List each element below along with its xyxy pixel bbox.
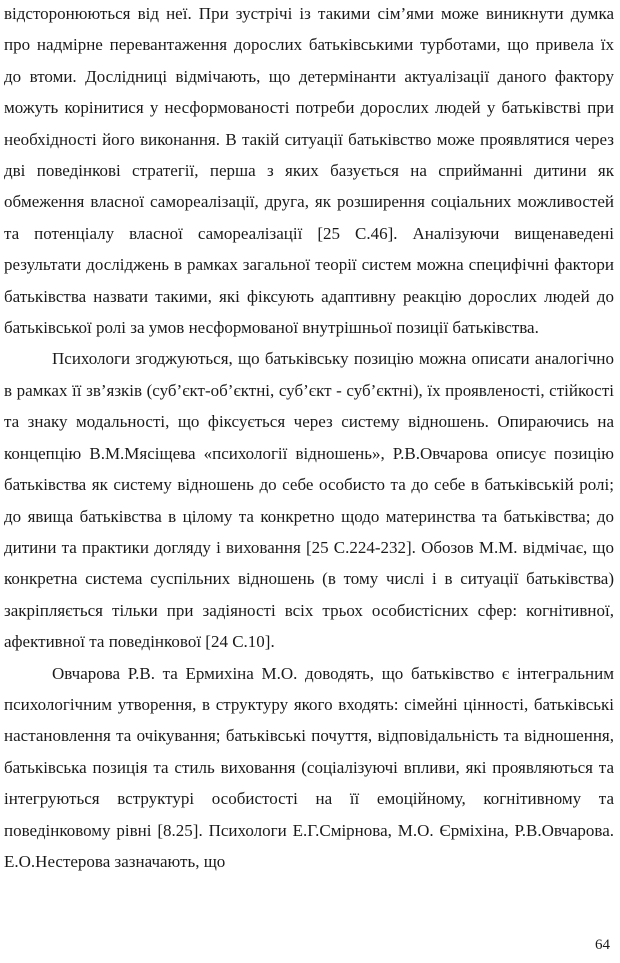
body-text — [4, 0, 614, 877]
page-number: 64 — [595, 937, 610, 953]
paragraph-continuation: відсторонюються від неї. При зустрічі із такими сім’ями може виникнути думка про надмірне перевантаження дорослих батьківськими турботами, що привела їх до втоми. Дослідниці відмічають, що детермінанти актуалізації даного фактору можуть корінитися у несформованості потреби дорослих людей у батьківстві при необхідності його виконання. В такій ситуації батьківство може проявлятися через дві поведінкові стратегії, перша з яких базується на сприйманні дитини як обмеження власної самореалізації, друга, як розширення соціальних можливостей та потенціалу власної самореалізації [25 С.46]. Аналізуючи вищенаведені результати досліджень в рамках загальної теорії систем можна специфічні фактори батьківства назвати такими, які фіксують адаптивну реакцію дорослих людей до батьківської ролі за умов несформованої внутрішньої позиції батьківства. — [4, 4, 614, 338]
paragraph-parental-position: Психологи згоджуються, що батьківську позицію можна описати аналогічно в рамках її зв’язків (суб’єкт-об’єктні, суб’єкт - суб’єктні), їх проявленості, стійкості та знаку модальності, що фіксується через систему відношень. Опираючись на концепцію В.М.Мясіщева «психології відношень», Р.В.Овчарова описує позицію батьківства як систему відношень до себе особисто та до себе в батьківській ролі; до явища батьківства в цілому та конкретно щодо материнства та батьківства; до дитини та практики догляду і виховання [25 С.224-232]. Обозов М.М. відмічає, що конкретна система суспільних відношень (в тому числі і в ситуації батьківства) закріпляється тільки при задіяності всіх трьох особистісних сфер: когнітивної, афективної та поведінкової [24 С.10]. — [4, 349, 614, 652]
paragraph-parenthood-structure: Овчарова Р.В. та Ермихіна М.О. доводять, що батьківство є інтегральним психологічним утворення, в структуру якого входять: сімейні цінності, батьківські настановлення та очікування; батьківські почуття, відповідальність та відношення, батьківська позиція та стиль виховання (соціалізуючі впливи, які проявляються та інтегруються вструктурі особистості на її емоційному, когнітивному та поведінковому рівні [8.25]. Психологи Е.Г.Смірнова, М.О. Єрміхіна, Р.В.Овчарова. Е.О.Нестерова зазначають, що — [4, 663, 614, 871]
